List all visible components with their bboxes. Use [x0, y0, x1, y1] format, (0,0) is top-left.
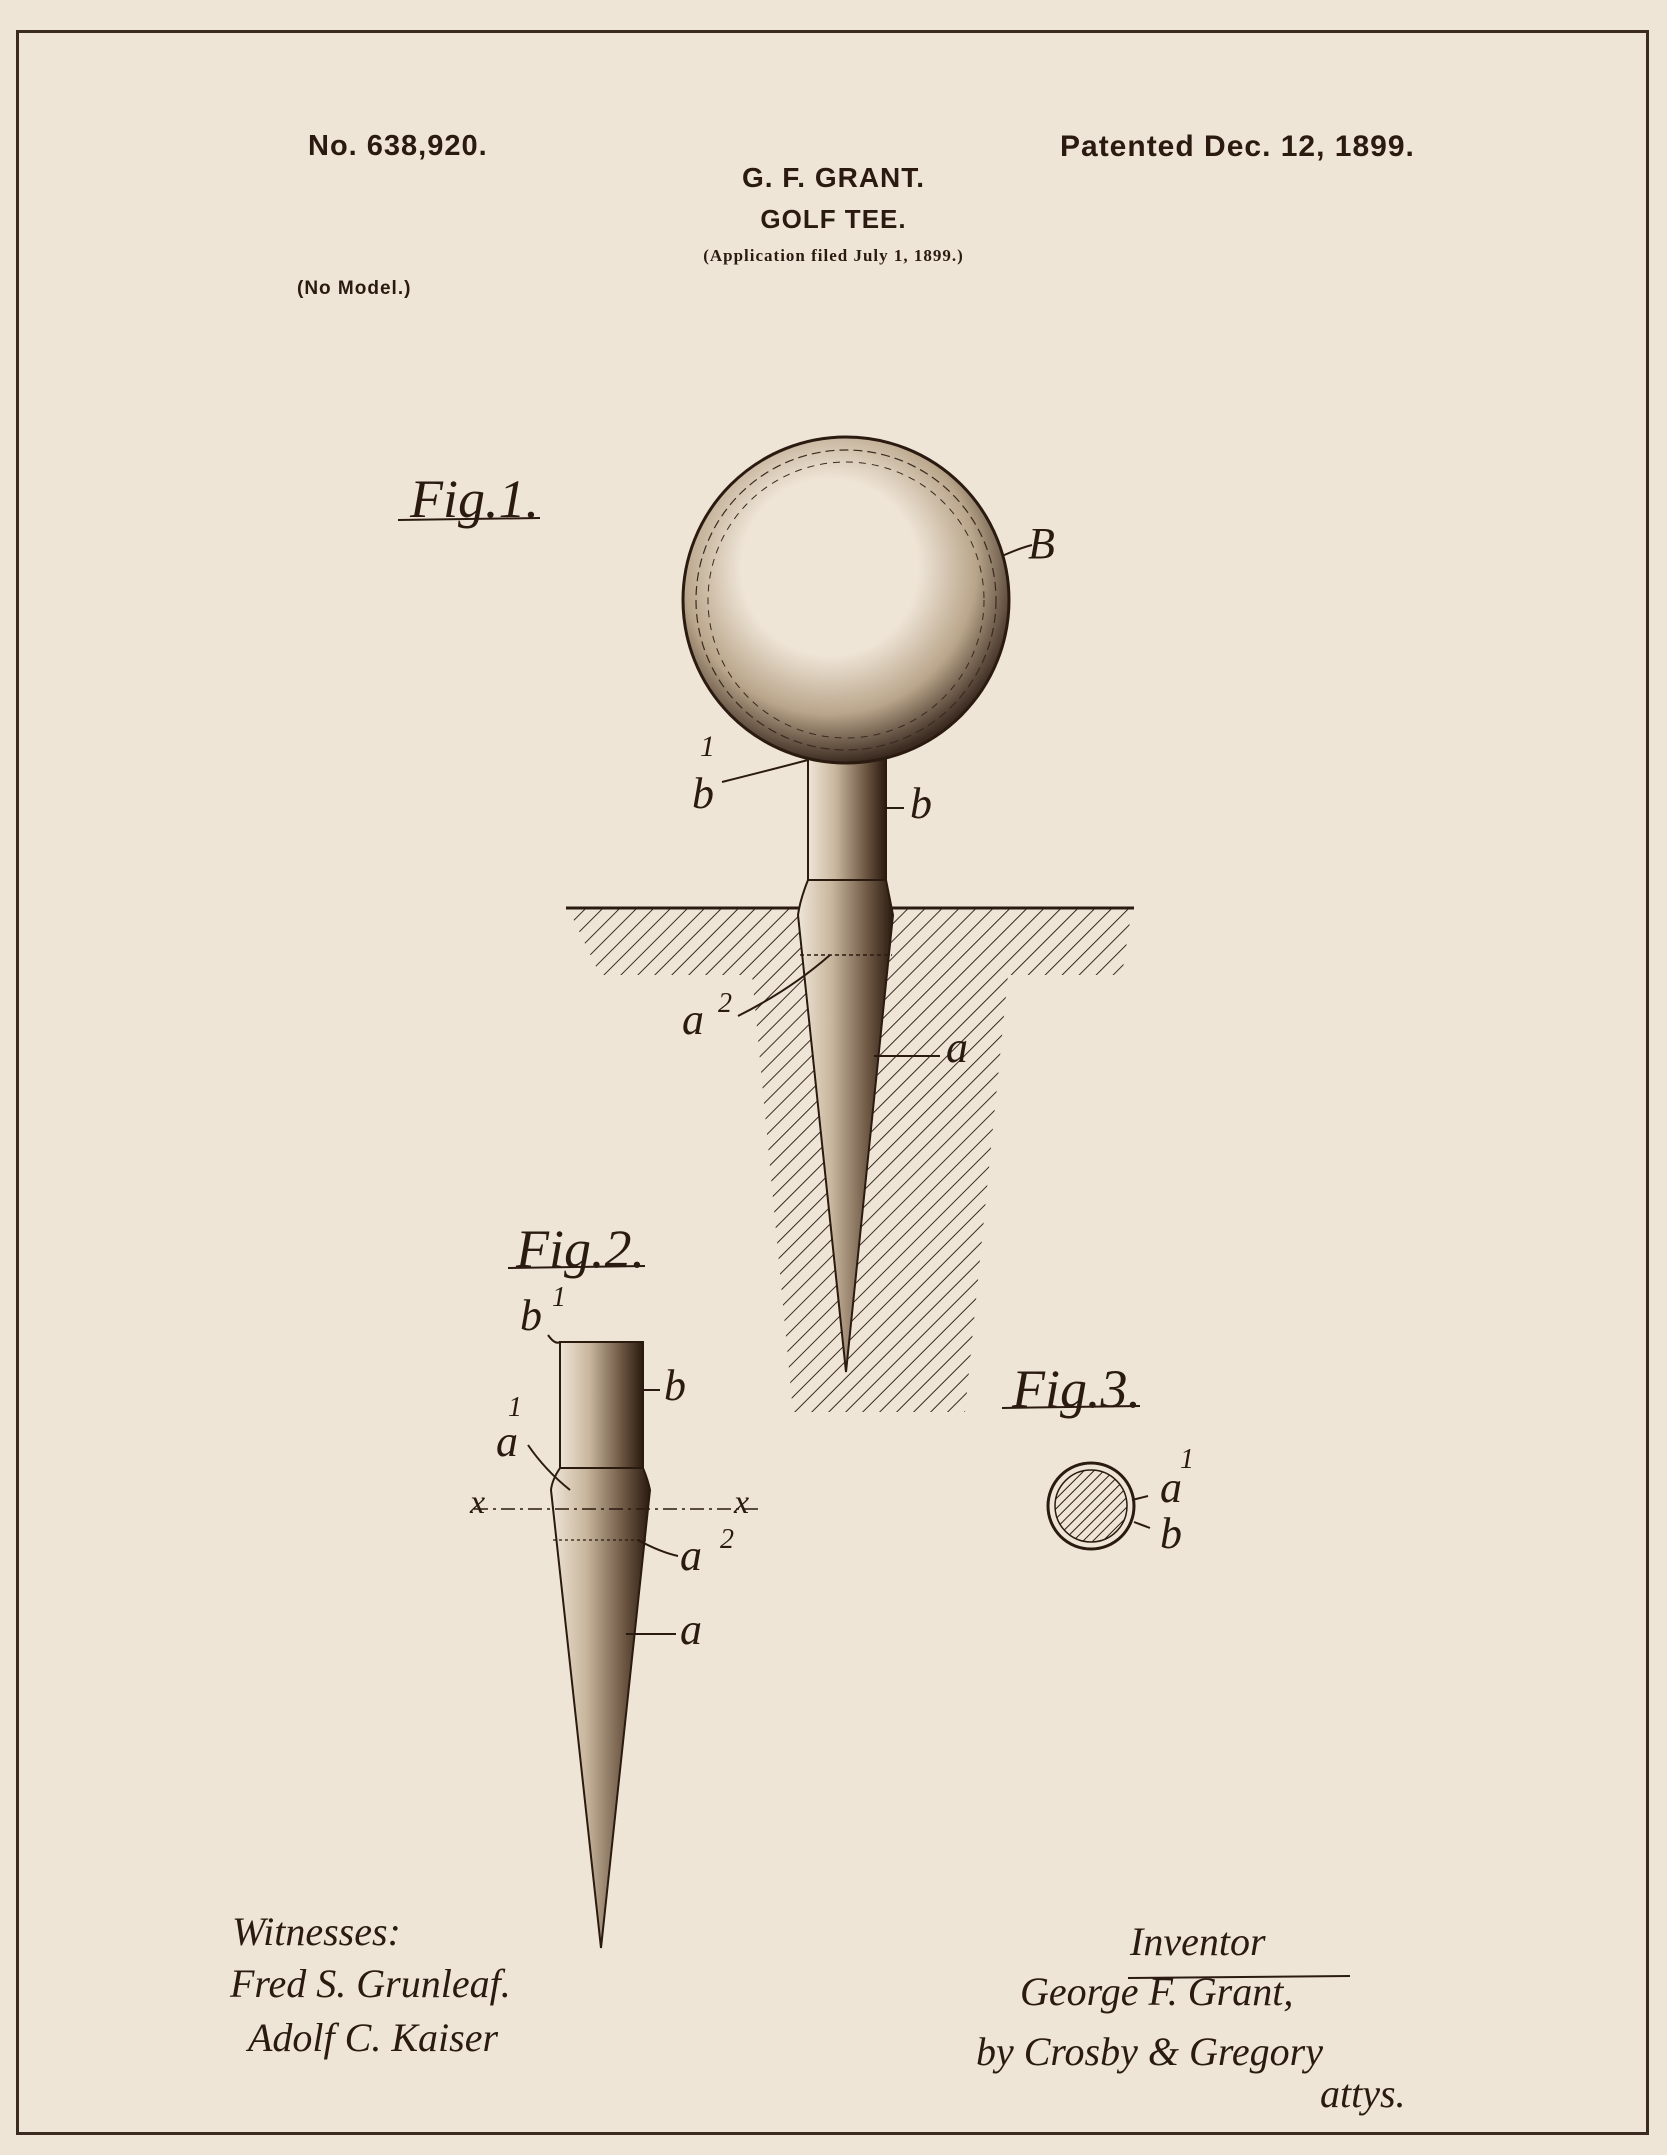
ref-b1-fig2-sup: 1	[552, 1282, 566, 1313]
fig2-label: Fig.2.	[516, 1219, 645, 1279]
ref-a-fig2: a	[680, 1605, 702, 1654]
witnesses-heading: Witnesses:	[232, 1909, 401, 1954]
ref-b-fig2: b	[664, 1361, 686, 1410]
inventor-signature: George F. Grant,	[1020, 1969, 1294, 2014]
ref-a2-fig2-sup: 2	[720, 1524, 734, 1555]
ref-a2-fig1-sup: 2	[718, 988, 732, 1019]
ref-a1-fig2: a	[496, 1417, 518, 1466]
ref-b-fig3: b	[1160, 1509, 1182, 1558]
no-model-note: (No Model.)	[297, 278, 412, 299]
ref-x-left: x	[470, 1484, 486, 1521]
attys-signature: attys.	[1320, 2071, 1406, 2116]
ref-a-fig1: a	[946, 1023, 968, 1072]
ref-b-fig1: b	[910, 779, 932, 828]
inventor-heading: Inventor	[1130, 1919, 1266, 1964]
inventor-name: G. F. GRANT.	[741, 162, 926, 193]
patent-date: Patented Dec. 12, 1899.	[1060, 130, 1415, 163]
attorneys-signature: by Crosby & Gregory	[976, 2029, 1323, 2074]
application-filed: (Application filed July 1, 1899.)	[703, 246, 964, 265]
patent-title: GOLF TEE.	[760, 204, 907, 234]
ref-a1-fig3: a	[1160, 1463, 1182, 1512]
witness-1-signature: Fred S. Grunleaf.	[230, 1961, 511, 2006]
ref-a2-fig2: a	[680, 1531, 702, 1580]
ref-a1-fig3-sup: 1	[1180, 1444, 1194, 1475]
ref-B: B	[1028, 519, 1055, 568]
ref-a1-fig2-sup: 1	[508, 1392, 522, 1423]
fig1-label: Fig.1.	[410, 469, 539, 529]
fig3-label: Fig.3.	[1012, 1359, 1141, 1419]
fig3-cross-section	[1048, 1463, 1134, 1549]
ref-x-right: x	[734, 1484, 750, 1521]
golf-ball	[683, 437, 1009, 763]
ref-b1-fig1-sup: 1	[700, 730, 715, 763]
ref-b1-fig1: b	[692, 769, 714, 818]
ref-a2-fig1: a	[682, 995, 704, 1044]
witness-2-signature: Adolf C. Kaiser	[248, 2015, 499, 2060]
patent-number: No. 638,920.	[308, 130, 488, 162]
ref-b1-fig2: b	[520, 1291, 542, 1340]
